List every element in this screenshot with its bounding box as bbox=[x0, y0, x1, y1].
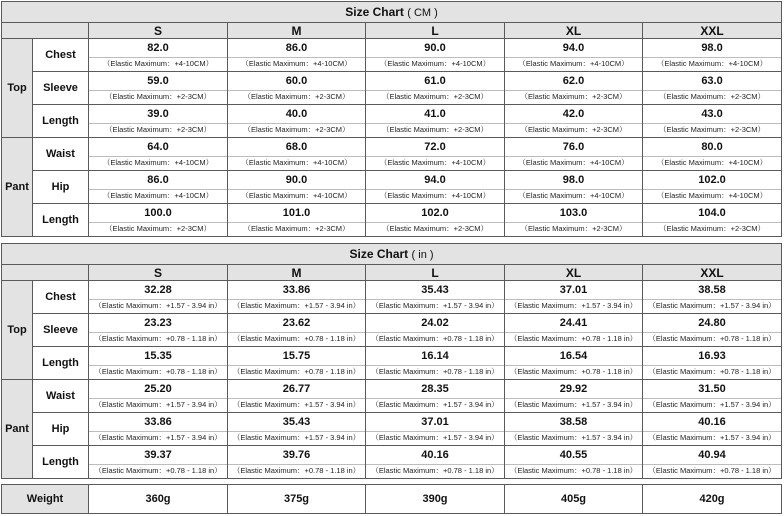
measurement-value: 16.14 bbox=[421, 350, 449, 362]
table-row bbox=[2, 204, 782, 237]
measurement-value: 64.0 bbox=[147, 141, 169, 153]
elastic-note: （Elastic Maximum：+4-10CM） bbox=[89, 189, 227, 200]
size-header-m: M bbox=[228, 265, 366, 281]
group-label-pant: Pant bbox=[2, 380, 33, 479]
measurement-value: 38.58 bbox=[559, 416, 588, 428]
measurement-value: 104.0 bbox=[698, 207, 726, 219]
size-value-cell bbox=[228, 171, 366, 204]
size-value-cell bbox=[366, 446, 505, 479]
table-row bbox=[2, 171, 782, 204]
elastic-note: （Elastic Maximum：+1.57 - 3.94 in） bbox=[89, 299, 227, 310]
measurement-label: Hip bbox=[33, 413, 89, 446]
weight-value-l: 390g bbox=[366, 485, 505, 514]
measurement-value: 16.54 bbox=[559, 350, 588, 362]
weight-value-s: 360g bbox=[89, 485, 228, 514]
size-value-cell bbox=[366, 281, 505, 314]
size-value-cell bbox=[505, 314, 643, 347]
measurement-value: 101.0 bbox=[282, 207, 311, 219]
measurement-value: 90.0 bbox=[424, 42, 446, 54]
measurement-value: 32.28 bbox=[144, 284, 172, 296]
group-label-top: Top bbox=[2, 281, 33, 380]
measurement-value: 33.86 bbox=[282, 284, 311, 296]
elastic-note: （Elastic Maximum：+2-3CM） bbox=[643, 90, 781, 101]
measurement-value: 40.94 bbox=[698, 449, 726, 461]
elastic-note: （Elastic Maximum：+1.57 - 3.94 in） bbox=[89, 431, 227, 442]
size-value-cell bbox=[89, 347, 228, 380]
measurement-value: 102.0 bbox=[421, 207, 449, 219]
measurement-label: Length bbox=[33, 204, 89, 237]
size-value-cell bbox=[228, 138, 366, 171]
size-value-cell bbox=[505, 72, 643, 105]
measurement-value: 42.0 bbox=[562, 108, 585, 120]
measurement-value: 38.58 bbox=[698, 284, 726, 296]
group-label-pant: Pant bbox=[2, 138, 33, 237]
elastic-note: （Elastic Maximum：+4-10CM） bbox=[643, 189, 781, 200]
measurement-value: 15.35 bbox=[144, 350, 172, 362]
size-header-xl: XL bbox=[505, 265, 643, 281]
size-header-m: M bbox=[228, 23, 366, 39]
elastic-note: （Elastic Maximum：+0.78 - 1.18 in） bbox=[366, 365, 504, 376]
measurement-value: 37.01 bbox=[421, 416, 449, 428]
elastic-note: （Elastic Maximum：+4-10CM） bbox=[228, 156, 365, 167]
measurement-value: 62.0 bbox=[562, 75, 585, 87]
measurement-value: 23.23 bbox=[144, 317, 172, 329]
elastic-note: （Elastic Maximum：+4-10CM） bbox=[643, 156, 781, 167]
measurement-value: 39.0 bbox=[147, 108, 169, 120]
elastic-note: （Elastic Maximum：+2-3CM） bbox=[89, 90, 227, 101]
corner-cell bbox=[2, 23, 89, 39]
chart-title-text: Size Chart bbox=[345, 5, 404, 19]
elastic-note: （Elastic Maximum：+4-10CM） bbox=[505, 189, 642, 200]
size-chart-in bbox=[1, 243, 782, 479]
elastic-note: （Elastic Maximum：+2-3CM） bbox=[505, 222, 642, 233]
size-header-xxl: XXL bbox=[643, 265, 782, 281]
size-value-cell bbox=[366, 204, 505, 237]
measurement-value: 72.0 bbox=[424, 141, 446, 153]
size-value-cell bbox=[89, 171, 228, 204]
chart-title bbox=[2, 2, 782, 23]
size-value-cell bbox=[505, 380, 643, 413]
size-value-cell bbox=[89, 380, 228, 413]
table-row bbox=[2, 138, 782, 171]
measurement-value: 103.0 bbox=[559, 207, 588, 219]
size-header-l: L bbox=[366, 265, 505, 281]
size-value-cell bbox=[366, 138, 505, 171]
size-value-cell bbox=[643, 380, 782, 413]
measurement-value: 29.92 bbox=[559, 383, 588, 395]
elastic-note: （Elastic Maximum：+0.78 - 1.18 in） bbox=[228, 332, 365, 343]
size-value-cell bbox=[89, 314, 228, 347]
elastic-note: （Elastic Maximum：+4-10CM） bbox=[89, 57, 227, 68]
size-header-l: L bbox=[366, 23, 505, 39]
size-value-cell bbox=[366, 39, 505, 72]
elastic-note: （Elastic Maximum：+1.57 - 3.94 in） bbox=[366, 431, 504, 442]
measurement-value: 25.20 bbox=[144, 383, 172, 395]
elastic-note: （Elastic Maximum：+0.78 - 1.18 in） bbox=[228, 365, 365, 376]
elastic-note: （Elastic Maximum：+1.57 - 3.94 in） bbox=[505, 431, 642, 442]
size-value-cell bbox=[89, 204, 228, 237]
size-header-xxl: XXL bbox=[643, 23, 782, 39]
measurement-value: 31.50 bbox=[698, 383, 726, 395]
size-value-cell bbox=[505, 105, 643, 138]
elastic-note: （Elastic Maximum：+0.78 - 1.18 in） bbox=[89, 332, 227, 343]
elastic-note: （Elastic Maximum：+1.57 - 3.94 in） bbox=[643, 299, 781, 310]
measurement-value: 26.77 bbox=[282, 383, 311, 395]
elastic-note: （Elastic Maximum：+4-10CM） bbox=[228, 189, 365, 200]
elastic-note: （Elastic Maximum：+4-10CM） bbox=[366, 189, 504, 200]
measurement-value: 86.0 bbox=[147, 174, 169, 186]
measurement-value: 40.16 bbox=[421, 449, 449, 461]
measurement-label: Hip bbox=[33, 171, 89, 204]
elastic-note: （Elastic Maximum：+0.78 - 1.18 in） bbox=[643, 332, 781, 343]
weight-value-xl: 405g bbox=[505, 485, 643, 514]
elastic-note: （Elastic Maximum：+2-3CM） bbox=[89, 123, 227, 134]
measurement-value: 59.0 bbox=[147, 75, 169, 87]
elastic-note: （Elastic Maximum：+1.57 - 3.94 in） bbox=[89, 398, 227, 409]
size-value-cell bbox=[366, 171, 505, 204]
size-value-cell bbox=[643, 138, 782, 171]
elastic-note: （Elastic Maximum：+1.57 - 3.94 in） bbox=[366, 299, 504, 310]
measurement-value: 23.62 bbox=[282, 317, 311, 329]
elastic-note: （Elastic Maximum：+4-10CM） bbox=[228, 57, 365, 68]
size-value-cell bbox=[643, 72, 782, 105]
size-value-cell bbox=[228, 72, 366, 105]
size-value-cell bbox=[366, 105, 505, 138]
size-value-cell bbox=[366, 413, 505, 446]
elastic-note: （Elastic Maximum：+2-3CM） bbox=[643, 222, 781, 233]
measurement-label: Waist bbox=[33, 380, 89, 413]
measurement-label: Length bbox=[33, 446, 89, 479]
measurement-value: 60.0 bbox=[285, 75, 308, 87]
table-row bbox=[2, 446, 782, 479]
elastic-note: （Elastic Maximum：+2-3CM） bbox=[228, 90, 365, 101]
measurement-value: 98.0 bbox=[701, 42, 723, 54]
elastic-note: （Elastic Maximum：+0.78 - 1.18 in） bbox=[366, 464, 504, 475]
size-value-cell bbox=[643, 281, 782, 314]
measurement-value: 90.0 bbox=[285, 174, 308, 186]
measurement-value: 80.0 bbox=[701, 141, 723, 153]
table-row bbox=[2, 72, 782, 105]
table-row bbox=[2, 105, 782, 138]
table-row bbox=[2, 281, 782, 314]
elastic-note: （Elastic Maximum：+0.78 - 1.18 in） bbox=[89, 365, 227, 376]
elastic-note: （Elastic Maximum：+4-10CM） bbox=[89, 156, 227, 167]
measurement-label: Chest bbox=[33, 281, 89, 314]
elastic-note: （Elastic Maximum：+4-10CM） bbox=[505, 156, 642, 167]
size-value-cell bbox=[228, 380, 366, 413]
measurement-value: 63.0 bbox=[701, 75, 723, 87]
size-value-cell bbox=[89, 39, 228, 72]
weight-table bbox=[1, 484, 782, 514]
size-value-cell bbox=[228, 446, 366, 479]
elastic-note: （Elastic Maximum：+4-10CM） bbox=[366, 57, 504, 68]
size-value-cell bbox=[366, 347, 505, 380]
size-value-cell bbox=[89, 281, 228, 314]
measurement-value: 40.0 bbox=[285, 108, 308, 120]
measurement-value: 100.0 bbox=[144, 207, 172, 219]
size-value-cell bbox=[505, 347, 643, 380]
elastic-note: （Elastic Maximum：+1.57 - 3.94 in） bbox=[228, 299, 365, 310]
size-value-cell bbox=[643, 314, 782, 347]
elastic-note: （Elastic Maximum：+2-3CM） bbox=[228, 123, 365, 134]
measurement-label: Waist bbox=[33, 138, 89, 171]
chart-title-text: Size Chart bbox=[349, 247, 409, 261]
elastic-note: （Elastic Maximum：+2-3CM） bbox=[643, 123, 781, 134]
elastic-note: （Elastic Maximum：+0.78 - 1.18 in） bbox=[505, 464, 642, 475]
elastic-note: （Elastic Maximum：+4-10CM） bbox=[643, 57, 781, 68]
measurement-value: 15.75 bbox=[282, 350, 311, 362]
corner-cell bbox=[2, 265, 89, 281]
measurement-value: 33.86 bbox=[144, 416, 172, 428]
size-value-cell bbox=[643, 171, 782, 204]
elastic-note: （Elastic Maximum：+0.78 - 1.18 in） bbox=[643, 365, 781, 376]
size-value-cell bbox=[366, 314, 505, 347]
chart-unit: ( in ) bbox=[411, 249, 434, 261]
size-value-cell bbox=[228, 204, 366, 237]
table-row bbox=[2, 380, 782, 413]
measurement-label: Length bbox=[33, 105, 89, 138]
measurement-label: Chest bbox=[33, 39, 89, 72]
size-value-cell bbox=[643, 446, 782, 479]
size-header-xl: XL bbox=[505, 23, 643, 39]
size-value-cell bbox=[228, 39, 366, 72]
size-value-cell bbox=[89, 72, 228, 105]
elastic-note: （Elastic Maximum：+2-3CM） bbox=[505, 123, 642, 134]
size-value-cell bbox=[643, 39, 782, 72]
elastic-note: （Elastic Maximum：+1.57 - 3.94 in） bbox=[643, 431, 781, 442]
size-value-cell bbox=[643, 347, 782, 380]
measurement-value: 35.43 bbox=[282, 416, 311, 428]
size-value-cell bbox=[505, 281, 643, 314]
size-value-cell bbox=[228, 281, 366, 314]
elastic-note: （Elastic Maximum：+0.78 - 1.18 in） bbox=[505, 332, 642, 343]
elastic-note: （Elastic Maximum：+1.57 - 3.94 in） bbox=[505, 299, 642, 310]
measurement-label: Sleeve bbox=[33, 72, 89, 105]
measurement-value: 43.0 bbox=[701, 108, 723, 120]
elastic-note: （Elastic Maximum：+1.57 - 3.94 in） bbox=[228, 398, 365, 409]
size-value-cell bbox=[228, 413, 366, 446]
size-value-cell bbox=[89, 413, 228, 446]
measurement-value: 24.02 bbox=[421, 317, 449, 329]
size-value-cell bbox=[366, 380, 505, 413]
size-value-cell bbox=[366, 72, 505, 105]
size-value-cell bbox=[505, 413, 643, 446]
measurement-value: 40.55 bbox=[559, 449, 588, 461]
measurement-value: 98.0 bbox=[562, 174, 585, 186]
elastic-note: （Elastic Maximum：+2-3CM） bbox=[366, 222, 504, 233]
elastic-note: （Elastic Maximum：+4-10CM） bbox=[505, 57, 642, 68]
measurement-value: 102.0 bbox=[698, 174, 726, 186]
size-header-s: S bbox=[89, 265, 228, 281]
elastic-note: （Elastic Maximum：+0.78 - 1.18 in） bbox=[228, 464, 365, 475]
size-value-cell bbox=[643, 413, 782, 446]
measurement-value: 39.76 bbox=[282, 449, 311, 461]
elastic-note: （Elastic Maximum：+2-3CM） bbox=[366, 90, 504, 101]
size-value-cell bbox=[89, 138, 228, 171]
measurement-value: 94.0 bbox=[562, 42, 585, 54]
elastic-note: （Elastic Maximum：+2-3CM） bbox=[366, 123, 504, 134]
measurement-value: 24.80 bbox=[698, 317, 726, 329]
measurement-value: 76.0 bbox=[562, 141, 585, 153]
size-value-cell bbox=[89, 105, 228, 138]
chart-unit: ( CM ) bbox=[407, 7, 438, 19]
elastic-note: （Elastic Maximum：+0.78 - 1.18 in） bbox=[89, 464, 227, 475]
weight-label: Weight bbox=[2, 485, 89, 514]
measurement-value: 68.0 bbox=[285, 141, 308, 153]
table-row bbox=[2, 39, 782, 72]
size-header-s: S bbox=[89, 23, 228, 39]
measurement-value: 41.0 bbox=[424, 108, 446, 120]
measurement-label: Length bbox=[33, 347, 89, 380]
size-value-cell bbox=[505, 138, 643, 171]
measurement-value: 40.16 bbox=[698, 416, 726, 428]
size-value-cell bbox=[89, 446, 228, 479]
measurement-value: 39.37 bbox=[144, 449, 172, 461]
elastic-note: （Elastic Maximum：+1.57 - 3.94 in） bbox=[366, 398, 504, 409]
measurement-value: 28.35 bbox=[421, 383, 449, 395]
size-value-cell bbox=[505, 39, 643, 72]
measurement-value: 16.93 bbox=[698, 350, 726, 362]
size-value-cell bbox=[505, 204, 643, 237]
elastic-note: （Elastic Maximum：+1.57 - 3.94 in） bbox=[228, 431, 365, 442]
size-value-cell bbox=[228, 314, 366, 347]
elastic-note: （Elastic Maximum：+2-3CM） bbox=[228, 222, 365, 233]
elastic-note: （Elastic Maximum：+1.57 - 3.94 in） bbox=[643, 398, 781, 409]
weight-value-m: 375g bbox=[228, 485, 366, 514]
elastic-note: （Elastic Maximum：+0.78 - 1.18 in） bbox=[366, 332, 504, 343]
size-value-cell bbox=[505, 446, 643, 479]
elastic-note: （Elastic Maximum：+2-3CM） bbox=[89, 222, 227, 233]
size-value-cell bbox=[228, 347, 366, 380]
measurement-value: 24.41 bbox=[559, 317, 588, 329]
size-value-cell bbox=[643, 204, 782, 237]
elastic-note: （Elastic Maximum：+0.78 - 1.18 in） bbox=[505, 365, 642, 376]
measurement-value: 61.0 bbox=[424, 75, 446, 87]
weight-value-xxl: 420g bbox=[643, 485, 782, 514]
size-chart-cm bbox=[1, 1, 782, 237]
measurement-value: 94.0 bbox=[424, 174, 446, 186]
measurement-value: 35.43 bbox=[421, 284, 449, 296]
elastic-note: （Elastic Maximum：+4-10CM） bbox=[366, 156, 504, 167]
table-row bbox=[2, 413, 782, 446]
elastic-note: （Elastic Maximum：+1.57 - 3.94 in） bbox=[505, 398, 642, 409]
measurement-value: 37.01 bbox=[559, 284, 588, 296]
chart-title bbox=[2, 244, 782, 265]
elastic-note: （Elastic Maximum：+0.78 - 1.18 in） bbox=[643, 464, 781, 475]
size-value-cell bbox=[505, 171, 643, 204]
table-row bbox=[2, 347, 782, 380]
elastic-note: （Elastic Maximum：+2-3CM） bbox=[505, 90, 642, 101]
size-value-cell bbox=[643, 105, 782, 138]
group-label-top: Top bbox=[2, 39, 33, 138]
measurement-value: 86.0 bbox=[285, 42, 308, 54]
table-row bbox=[2, 314, 782, 347]
measurement-label: Sleeve bbox=[33, 314, 89, 347]
size-value-cell bbox=[228, 105, 366, 138]
measurement-value: 82.0 bbox=[147, 42, 169, 54]
